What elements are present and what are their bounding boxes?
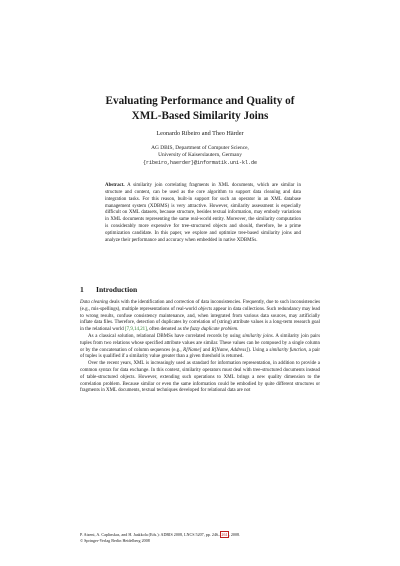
section-title: Introduction: [96, 285, 138, 294]
title-line-2: XML-Based Similarity Joins: [131, 109, 269, 122]
term-data-cleaning: Data cleaning: [80, 300, 109, 305]
paragraph-2-text-c: and: [201, 347, 212, 353]
paragraph-1: [80, 300, 320, 334]
paragraph-2-text-b: . A similarity join pairs tuples from two relations whose specified attribute values are similar. These values can be composed by a single column or by the concatenation of column sequences (e.g.,: [80, 333, 320, 353]
author-email: {ribeiro,haerder}@informatik.uni-kl.de: [142, 159, 258, 166]
section-number: 1: [80, 285, 84, 294]
paragraph-1-text-c: , often denoted as: [146, 327, 183, 333]
paragraph-2: [80, 334, 320, 361]
section-heading: [80, 285, 137, 294]
abstract-label: Abstract.: [105, 183, 125, 188]
paper-title: [60, 94, 340, 123]
paragraph-1-text-a: deals with the identification and correction of data inconsistencies. Frequently, due to such inconsistencies (e.g., mis-spellings), multiple representations of real-world: [80, 300, 320, 312]
term-r-name-address: R[Name, Address]: [211, 347, 249, 353]
term-fuzzy-duplicate: the fuzzy duplicate problem: [182, 327, 238, 333]
affiliation-university: University of Kaiserslautern, Germany: [158, 152, 242, 159]
affiliation-department: AG DBIS, Department of Computer Science,: [151, 145, 249, 151]
footer-page-link[interactable]: 261: [221, 532, 228, 537]
paragraph-3: Over the recent years, XML is increasingly used as standard for information representation, in addition to provide a common syntax for data exchange. In this context, similarity operators must deal with tree-structured documents instead of table-structured objects. However, extending such operations to XML brings a new quality dimension to the correlation problem. Because similar or even the same information could be embodied by quite different structures or fragments in XML documents, textual techniques developed for relational data are not: [80, 361, 320, 394]
term-similarity-function: similarity function: [269, 347, 306, 353]
paragraph-1-text-b: appear in data collections. Such redundancy may lead to wrong results, confuse consistency maintenance, and, when integrated from various data sources, may artificially inflate data files. Therefore, detection of duplicates by correlation of (string) attribute values is a long-term research goal in the relational world: [80, 306, 320, 333]
term-similarity-joins: similarity joins: [242, 333, 273, 339]
author-list: Leonardo Ribeiro and Theo Härder: [156, 130, 244, 137]
abstract: [105, 183, 301, 245]
abstract-text: A similarity join correlating fragments in XML documents, which are similar in structure and content, can be used as the core algorithm to support data cleaning and data integration tasks. For this reason, built-in support for such an operator in an XML database management system (XDBMS) is very attractive. However, similarity assessment is especially difficult on XML datasets, because structure, besides textual information, may embody variations in XML documents representing the same real-world entity. Moreover, the similarity computation is considerably more expensive for tree-structured objects and should, therefore, be a prime optimization candidate. In this paper, we explore and optimize tree-based similarity joins and analyze their performance and accuracy when embedded in native XDBMSs.: [105, 183, 302, 243]
footer-copyright: © Springer-Verlag Berlin Heidelberg 2008: [80, 537, 150, 543]
footer-citation-text: P. Atzeni, A. Caplinskas, and H. Jaakkola (Eds.): ADBIS 2008, LNCS 5207, pp. 246–: [80, 532, 221, 537]
citation-link[interactable]: [7,9,14,21]: [124, 327, 147, 333]
paragraph-2-text-e: , a pair of tuples is qualified if a similarity value greater than a given threshold is returned.: [80, 347, 320, 360]
affiliation: [60, 145, 340, 167]
paragraph-1-text-d: .: [237, 327, 239, 333]
paragraph-2-text-d: ). Using a: [248, 347, 270, 353]
paragraph-2-text-a: As a classical solution, relational DBMSs have correlated records by using: [88, 333, 243, 339]
term-r-name: R[Name]: [183, 347, 202, 353]
title-line-1: Evaluating Performance and Quality of: [105, 95, 295, 107]
page-footer: [80, 532, 320, 543]
footer-citation-end: , 2008.: [228, 532, 241, 537]
body-text: [80, 300, 320, 395]
term-objects: objects: [198, 306, 213, 312]
